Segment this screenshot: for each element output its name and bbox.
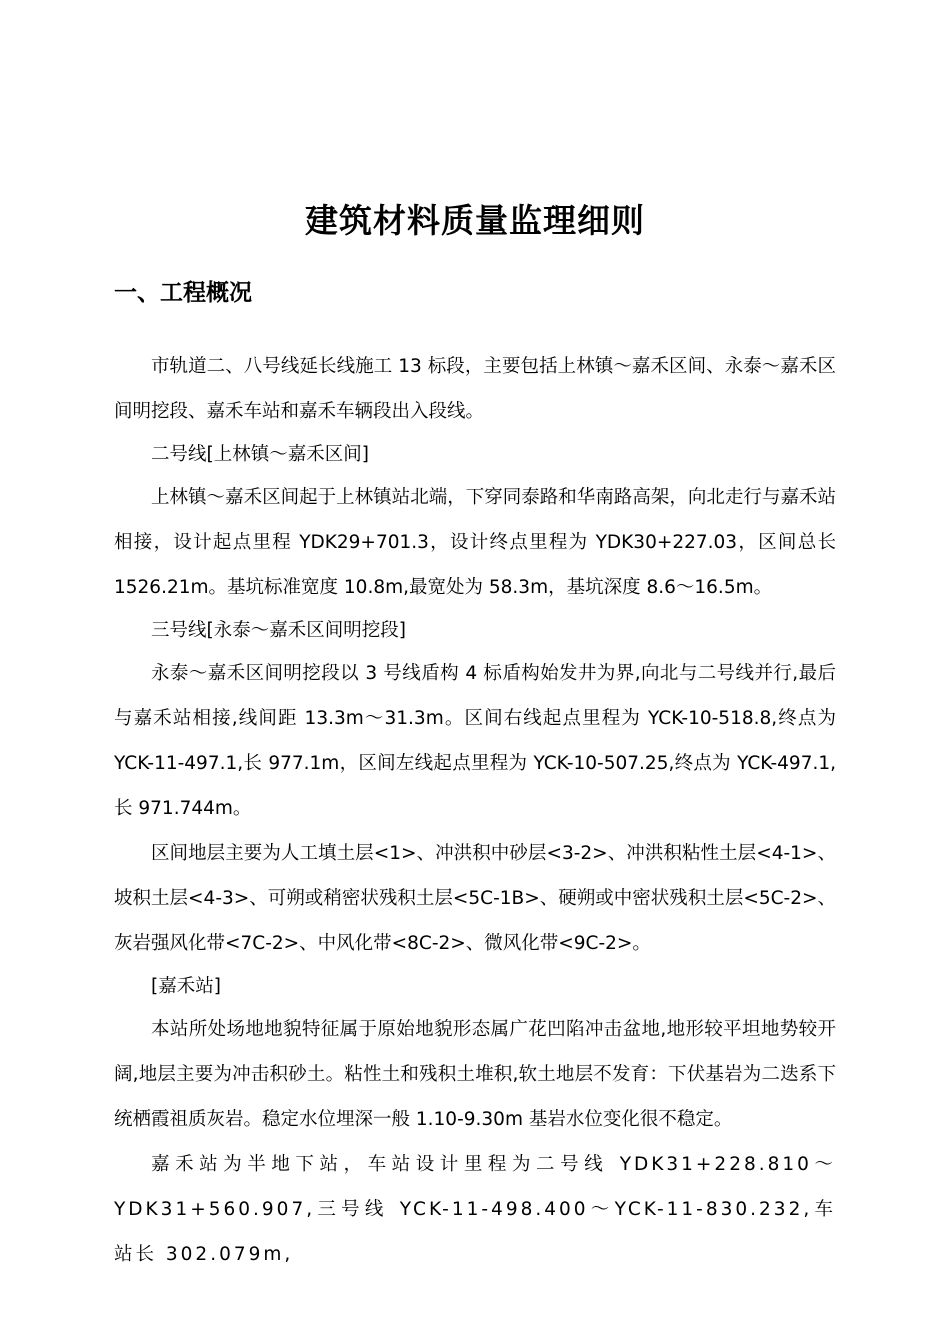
paragraph-line3-heading: 三号线[永泰～嘉禾区间明挖段] [151, 620, 406, 641]
paragraph-station-heading: [嘉禾站] [151, 976, 221, 997]
paragraph-station-geology: 本站所处场地地貌特征属于原始地貌形态属广花凹陷冲击盆地,地形较平坦地势较开阔,地层主要为冲击积砂土。粘性土和残积土堆积,软土地层不发育：下伏基岩为二迭系下统栖霞祖质灰岩。稳定水位埋深一般 1.10-9.30m 基岩水位变化很不稳定。 [114, 1019, 836, 1130]
paragraph-line2-heading: 二号线[上林镇～嘉禾区间] [151, 444, 369, 465]
paragraph-line2-description: 上林镇～嘉禾区间起于上林镇站北端，下穿同泰路和华南路高架，向北走行与嘉禾站相接，设计起点里程 YDK29+701.3，设计终点里程为 YDK30+227.03，区间总长 1526.21m。基坑标准宽度 10.8m,最宽处为 58.3m，基坑深度 8.6～16.5m。 [114, 487, 836, 598]
section-heading: 一、工程概况 [114, 280, 252, 306]
document-body [114, 344, 836, 1277]
paragraph-line3-description: 永泰～嘉禾区间明挖段以 3 号线盾构 4 标盾构始发井为界,向北与二号线并行,最后与嘉禾站相接,线间距 13.3m～31.3m。区间右线起点里程为 YCK-10-518.8,终点为 YCK-11-497.1,长 977.1m，区间左线起点里程为 YCK-10-507.25,终点为 YCK-497.1,长 971.744m。 [114, 663, 836, 819]
paragraph-overview: 市轨道二、八号线延长线施工 13 标段，主要包括上林镇～嘉禾区间、永泰～嘉禾区间明挖段、嘉禾车站和嘉禾车辆段出入段线。 [114, 356, 836, 422]
document-title: 建筑材料质量监理细则 [305, 201, 645, 240]
paragraph-station-design: 嘉禾站为半地下站，车站设计里程为二号线 YDK31+228.810～YDK31+560.907,三号线 YCK-11-498.400～YCK-11-830.232,车站长 302.079m, [114, 1154, 836, 1265]
paragraph-strata: 区间地层主要为人工填土层<1>、冲洪积中砂层<3-2>、冲洪积粘性土层<4-1>、坡积土层<4-3>、可朔或稍密状残积土层<5C-1B>、硬朔或中密状残积土层<5C-2>、灰岩强风化带<7C-2>、中风化带<8C-2>、微风化带<9C-2>。 [114, 843, 836, 954]
